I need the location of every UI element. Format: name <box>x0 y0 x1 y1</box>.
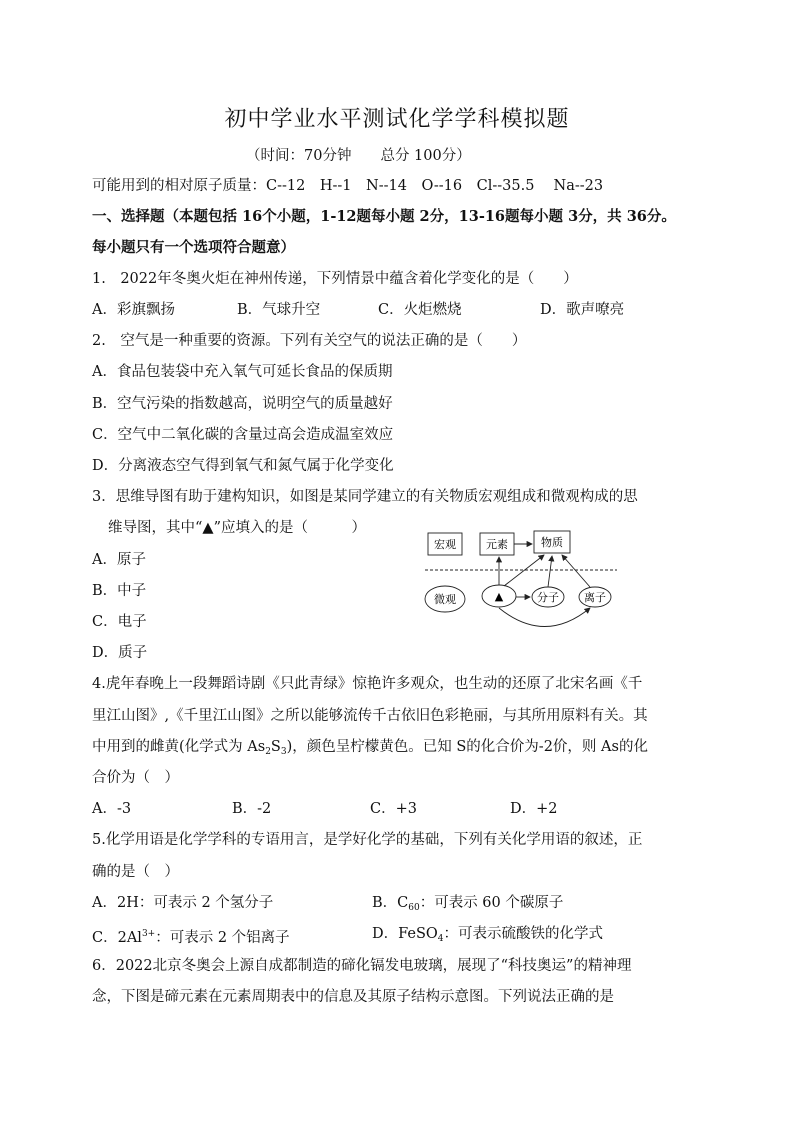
question-4-line-4: 合价为（ ） <box>92 770 179 786</box>
molecule-to-substance-arrow <box>548 556 552 587</box>
triangle-to-ion-arrow <box>499 608 590 627</box>
question-3-stem-cont: 维导图，其中“▲”应填入的是（ ） <box>108 520 366 536</box>
page-title: 初中学业水平测试化学学科模拟题 <box>224 107 570 132</box>
q2-option-b: B．空气污染的指数越高，说明空气的质量越好 <box>92 396 393 412</box>
q4-option-b: B．-2 <box>232 801 272 817</box>
q1-option-b: B．气球升空 <box>237 302 321 318</box>
molecule-label: 分子 <box>537 591 559 604</box>
q4-option-a: A．-3 <box>92 801 132 817</box>
q5-option-b: B．$C_{60}$：可表示 60 个碳原子 <box>372 895 564 913</box>
q3-option-d: D．质子 <box>92 645 148 661</box>
q3-option-b: B．中子 <box>92 583 147 599</box>
question-4-line-2: 里江山图》,《千里江山图》之所以能够流传千古依旧色彩艳丽，与其所用原料有关。其 <box>92 708 648 724</box>
exam-info: （时间：70分钟 总分 100分） <box>246 148 471 164</box>
question-3-stem: 3．思维导图有助于建构知识，如图是某同学建立的有关物质宏观组成和微观构成的思 <box>92 489 638 505</box>
question-4-line-3: 中用到的雌黄(化学式为 $As_2S_3$)，颜色呈柠檬黄色。已知 S的化合价为-2价，则 As的化 <box>92 739 648 757</box>
q2-option-c: C．空气中二氧化碳的含量过高会造成温室效应 <box>92 427 394 443</box>
micro-label: 微观 <box>434 593 456 606</box>
triangle-to-substance-arrow <box>504 555 544 586</box>
q5-option-a: A．2H：可表示 2 个氢分子 <box>92 895 274 911</box>
question-6-line-1: 6．2022北京冬奥会上源自成都制造的碲化镉发电玻璃，展现了“科技奥运”的精神理 <box>92 958 632 974</box>
ion-label: 离子 <box>584 591 606 604</box>
q1-option-c: C．火炬燃烧 <box>378 302 462 318</box>
macro-label: 宏观 <box>434 538 456 551</box>
question-2-stem: 2. 空气是一种重要的资源。下列有关空气的说法正确的是（ ） <box>92 333 527 349</box>
question-5-line-1: 5.化学用语是化学学科的专语用言，是学好化学的基础，下列有关化学用语的叙述，正 <box>92 832 643 848</box>
q2-option-a: A．食品包装袋中充入氧气可延长食品的保质期 <box>92 364 393 380</box>
q1-option-a: A．彩旗飘扬 <box>92 302 175 318</box>
section-heading-cont: 每小题只有一个选项符合题意） <box>92 239 295 256</box>
q2-option-d: D．分离液态空气得到氧气和氮气属于化学变化 <box>92 458 394 474</box>
substance-label: 物质 <box>541 536 563 549</box>
q3-option-c: C．电子 <box>92 614 147 630</box>
question-4-line-1: 4.虎年春晚上一段舞蹈诗剧《只此青绿》惊艳许多观众，也生动的还原了北宋名画《千 <box>92 676 643 692</box>
question-5-line-2: 确的是（ ） <box>92 864 179 880</box>
mind-map-diagram <box>420 525 620 640</box>
q4-option-c: C．+3 <box>370 801 417 817</box>
q1-option-d: D．歌声嘹亮 <box>540 302 625 318</box>
q4-option-d: D．+2 <box>510 801 558 817</box>
q5-option-c: C．$2Al^{3+}$：可表示 2 个铝离子 <box>92 929 290 946</box>
q5-option-d: D．FeSO$_4$：可表示硫酸铁的化学式 <box>372 926 604 944</box>
atomic-masses: 可能用到的相对原子质量：C--12 H--1 N--14 O--16 Cl--35.5 Na--23 <box>92 178 604 194</box>
element-label: 元素 <box>486 538 508 551</box>
question-1-stem: 1. 2022年冬奥火炬在神州传递，下列情景中蕴含着化学变化的是（ ） <box>92 271 578 287</box>
ion-to-substance-arrow <box>562 555 590 587</box>
q3-option-a: A．原子 <box>92 552 146 568</box>
triangle-label: ▲ <box>494 590 504 603</box>
question-6-line-2: 念，下图是碲元素在元素周期表中的信息及其原子结构示意图。下列说法正确的是 <box>92 989 614 1005</box>
section-heading: 一、选择题（本题包括 16个小题，1-12题每小题 2分，13-16题每小题 3分，共 36分。 <box>92 208 676 225</box>
